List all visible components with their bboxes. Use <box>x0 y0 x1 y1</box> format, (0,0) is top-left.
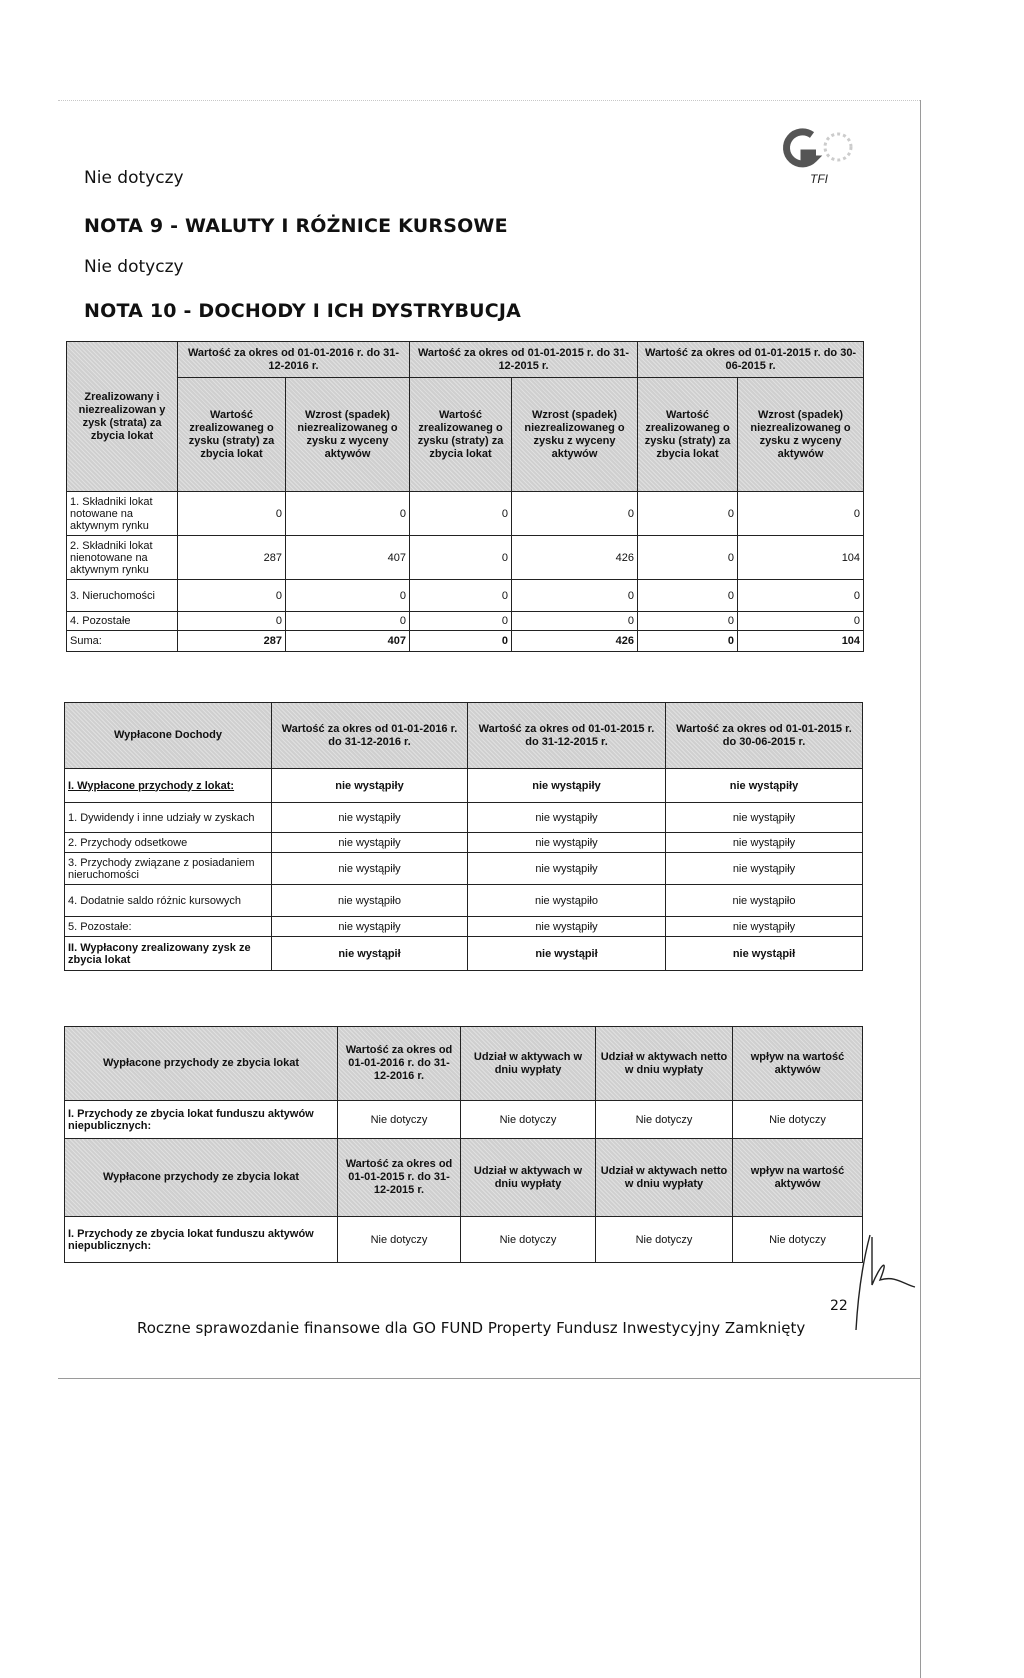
cell-value: 0 <box>638 536 738 580</box>
header-cell: Wartość za okres od 01-01-2015 r. do 31-12-2015 r. <box>468 703 666 769</box>
page-bottom-edge <box>58 1378 920 1379</box>
cell-value: 104 <box>738 631 864 652</box>
cell-value: 407 <box>286 631 410 652</box>
table-sale-income-2015 <box>64 1138 863 1263</box>
cell-value: 0 <box>512 580 638 612</box>
cell-value: nie wystąpiły <box>272 803 468 833</box>
row-label: 3. Przychody związane z posiadaniem nieruchomości <box>65 853 272 885</box>
cell-value: Nie dotyczy <box>338 1217 461 1263</box>
row-label: 4. Pozostałe <box>67 612 178 631</box>
cell-value: 0 <box>638 612 738 631</box>
sub-header: Wzrost (spadek) niezrealizowaneg o zysku z wyceny aktywów <box>738 378 864 492</box>
cell-value: 0 <box>410 612 512 631</box>
header-cell: Wartość za okres od 01-01-2016 r. do 31-12-2016 r. <box>338 1027 461 1101</box>
nie-dotyczy-nota8: Nie dotyczy <box>84 168 184 188</box>
nie-dotyczy-nota9: Nie dotyczy <box>84 257 184 277</box>
table-row <box>65 853 863 885</box>
cell-value: 0 <box>410 580 512 612</box>
cell-value: nie wystąpiły <box>666 853 863 885</box>
cell-value: nie wystąpiły <box>272 769 468 803</box>
cell-value: nie wystąpiło <box>468 885 666 917</box>
table-row <box>65 885 863 917</box>
cell-value: nie wystąpiły <box>666 769 863 803</box>
header-cell: Wartość za okres od 01-01-2015 r. do 30-06-2015 r. <box>666 703 863 769</box>
table-paid-income <box>64 702 863 971</box>
cell-value: 104 <box>738 536 864 580</box>
cell-value: 0 <box>738 492 864 536</box>
cell-value: nie wystąpił <box>666 937 863 971</box>
cell-value: nie wystąpiły <box>666 803 863 833</box>
header-cell: wpływ na wartość aktywów <box>733 1027 863 1101</box>
row-label: Suma: <box>67 631 178 652</box>
cell-value: 0 <box>638 580 738 612</box>
cell-value: nie wystąpiły <box>468 803 666 833</box>
cell-value: nie wystąpiły <box>666 833 863 853</box>
cell-value: Nie dotyczy <box>338 1101 461 1139</box>
table-row <box>67 492 864 536</box>
logo-text: TFI <box>810 172 828 185</box>
cell-value: nie wystąpiły <box>468 853 666 885</box>
nota9-title: NOTA 9 - WALUTY I RÓŻNICE KURSOWE <box>84 215 508 237</box>
cell-value: Nie dotyczy <box>596 1101 733 1139</box>
header-cell: Udział w aktywach netto w dniu wypłaty <box>596 1139 733 1217</box>
footer-text: Roczne sprawozdanie finansowe dla GO FUND Property Fundusz Inwestycyjny Zamknięty <box>137 1319 806 1337</box>
table-row <box>67 580 864 612</box>
cell-value: nie wystąpiły <box>468 769 666 803</box>
row-label: I. Wypłacone przychody z lokat: <box>65 769 272 803</box>
cell-value: nie wystąpił <box>468 937 666 971</box>
table-row <box>65 1217 863 1263</box>
cell-value: 0 <box>738 580 864 612</box>
cell-value: 426 <box>512 631 638 652</box>
cell-value: nie wystąpiły <box>468 833 666 853</box>
sub-header: Wzrost (spadek) niezrealizowaneg o zysku z wyceny aktywów <box>512 378 638 492</box>
table-row <box>65 917 863 937</box>
row-label: I. Przychody ze zbycia lokat funduszu aktywów niepublicznych: <box>65 1217 338 1263</box>
cell-value: Nie dotyczy <box>596 1217 733 1263</box>
row-label: 2. Przychody odsetkowe <box>65 833 272 853</box>
row-label: 4. Dodatnie saldo różnic kursowych <box>65 885 272 917</box>
row-label: II. Wypłacony zrealizowany zysk ze zbycia lokat <box>65 937 272 971</box>
table-sale-income-2016 <box>64 1026 863 1139</box>
table-row <box>65 769 863 803</box>
header-cell: Udział w aktywach netto w dniu wypłaty <box>596 1027 733 1101</box>
cell-value: 426 <box>512 536 638 580</box>
cell-value: Nie dotyczy <box>733 1217 863 1263</box>
cell-value: 0 <box>178 612 286 631</box>
row-label: 3. Nieruchomości <box>67 580 178 612</box>
sub-header: Wartość zrealizowaneg o zysku (straty) za zbycia lokat <box>178 378 286 492</box>
cell-value: Nie dotyczy <box>733 1101 863 1139</box>
table-row <box>65 1101 863 1139</box>
cell-value: Nie dotyczy <box>461 1217 596 1263</box>
corner-header: Zrealizowany i niezrealizowan y zysk (strata) za zbycia lokat <box>67 342 178 492</box>
table-row <box>65 937 863 971</box>
header-cell: Wartość za okres od 01-01-2015 r. do 31-12-2015 r. <box>338 1139 461 1217</box>
cell-value: 0 <box>178 580 286 612</box>
table-row <box>65 803 863 833</box>
cell-value: Nie dotyczy <box>461 1101 596 1139</box>
row-label: I. Przychody ze zbycia lokat funduszu aktywów niepublicznych: <box>65 1101 338 1139</box>
row-label: 5. Pozostałe: <box>65 917 272 937</box>
header-cell: Wypłacone przychody ze zbycia lokat <box>65 1027 338 1101</box>
cell-value: nie wystąpiły <box>666 917 863 937</box>
handwritten-signature <box>850 1225 920 1335</box>
cell-value: 287 <box>178 536 286 580</box>
cell-value: 0 <box>410 492 512 536</box>
cell-value: 0 <box>286 612 410 631</box>
cell-value: 0 <box>178 492 286 536</box>
sub-header: Wartość zrealizowaneg o zysku (straty) za zbycia lokat <box>410 378 512 492</box>
period-header-2015-h1: Wartość za okres od 01-01-2015 r. do 30-06-2015 r. <box>638 342 864 378</box>
cell-value: 0 <box>512 492 638 536</box>
row-label: 2. Składniki lokat nienotowane na aktywnym rynku <box>67 536 178 580</box>
period-header-2015: Wartość za okres od 01-01-2015 r. do 31-12-2015 r. <box>410 342 638 378</box>
table-row <box>67 536 864 580</box>
table-row <box>67 612 864 631</box>
go-tfi-logo <box>780 125 870 185</box>
header-cell: Udział w aktywach w dniu wypłaty <box>461 1139 596 1217</box>
cell-value: nie wystąpiły <box>272 833 468 853</box>
header-cell: Wypłacone przychody ze zbycia lokat <box>65 1139 338 1217</box>
header-cell: Wartość za okres od 01-01-2016 r. do 31-12-2016 r. <box>272 703 468 769</box>
period-header-2016: Wartość za okres od 01-01-2016 r. do 31-12-2016 r. <box>178 342 410 378</box>
cell-value: 0 <box>286 580 410 612</box>
cell-value: nie wystąpiło <box>272 885 468 917</box>
table-row <box>65 833 863 853</box>
cell-value: nie wystąpił <box>272 937 468 971</box>
row-label: 1. Składniki lokat notowane na aktywnym rynku <box>67 492 178 536</box>
table-realized-unrealized <box>66 341 864 652</box>
cell-value: 0 <box>638 492 738 536</box>
sub-header: Wartość zrealizowaneg o zysku (straty) za zbycia lokat <box>638 378 738 492</box>
header-cell: wpływ na wartość aktywów <box>733 1139 863 1217</box>
cell-value: 0 <box>738 612 864 631</box>
row-label: 1. Dywidendy i inne udziały w zyskach <box>65 803 272 833</box>
cell-value: nie wystąpiło <box>666 885 863 917</box>
nota10-title: NOTA 10 - DOCHODY I ICH DYSTRYBUCJA <box>84 300 522 322</box>
cell-value: 0 <box>410 536 512 580</box>
table-row-sum <box>67 631 864 652</box>
sub-header: Wzrost (spadek) niezrealizowaneg o zysku z wyceny aktywów <box>286 378 410 492</box>
cell-value: 0 <box>410 631 512 652</box>
cell-value: 0 <box>512 612 638 631</box>
cell-value: nie wystąpiły <box>468 917 666 937</box>
cell-value: nie wystąpiły <box>272 917 468 937</box>
cell-value: nie wystąpiły <box>272 853 468 885</box>
cell-value: 407 <box>286 536 410 580</box>
cell-value: 0 <box>638 631 738 652</box>
header-cell: Wypłacone Dochody <box>65 703 272 769</box>
cell-value: 0 <box>286 492 410 536</box>
header-cell: Udział w aktywach w dniu wypłaty <box>461 1027 596 1101</box>
page-number: 22 <box>830 1298 848 1314</box>
cell-value: 287 <box>178 631 286 652</box>
